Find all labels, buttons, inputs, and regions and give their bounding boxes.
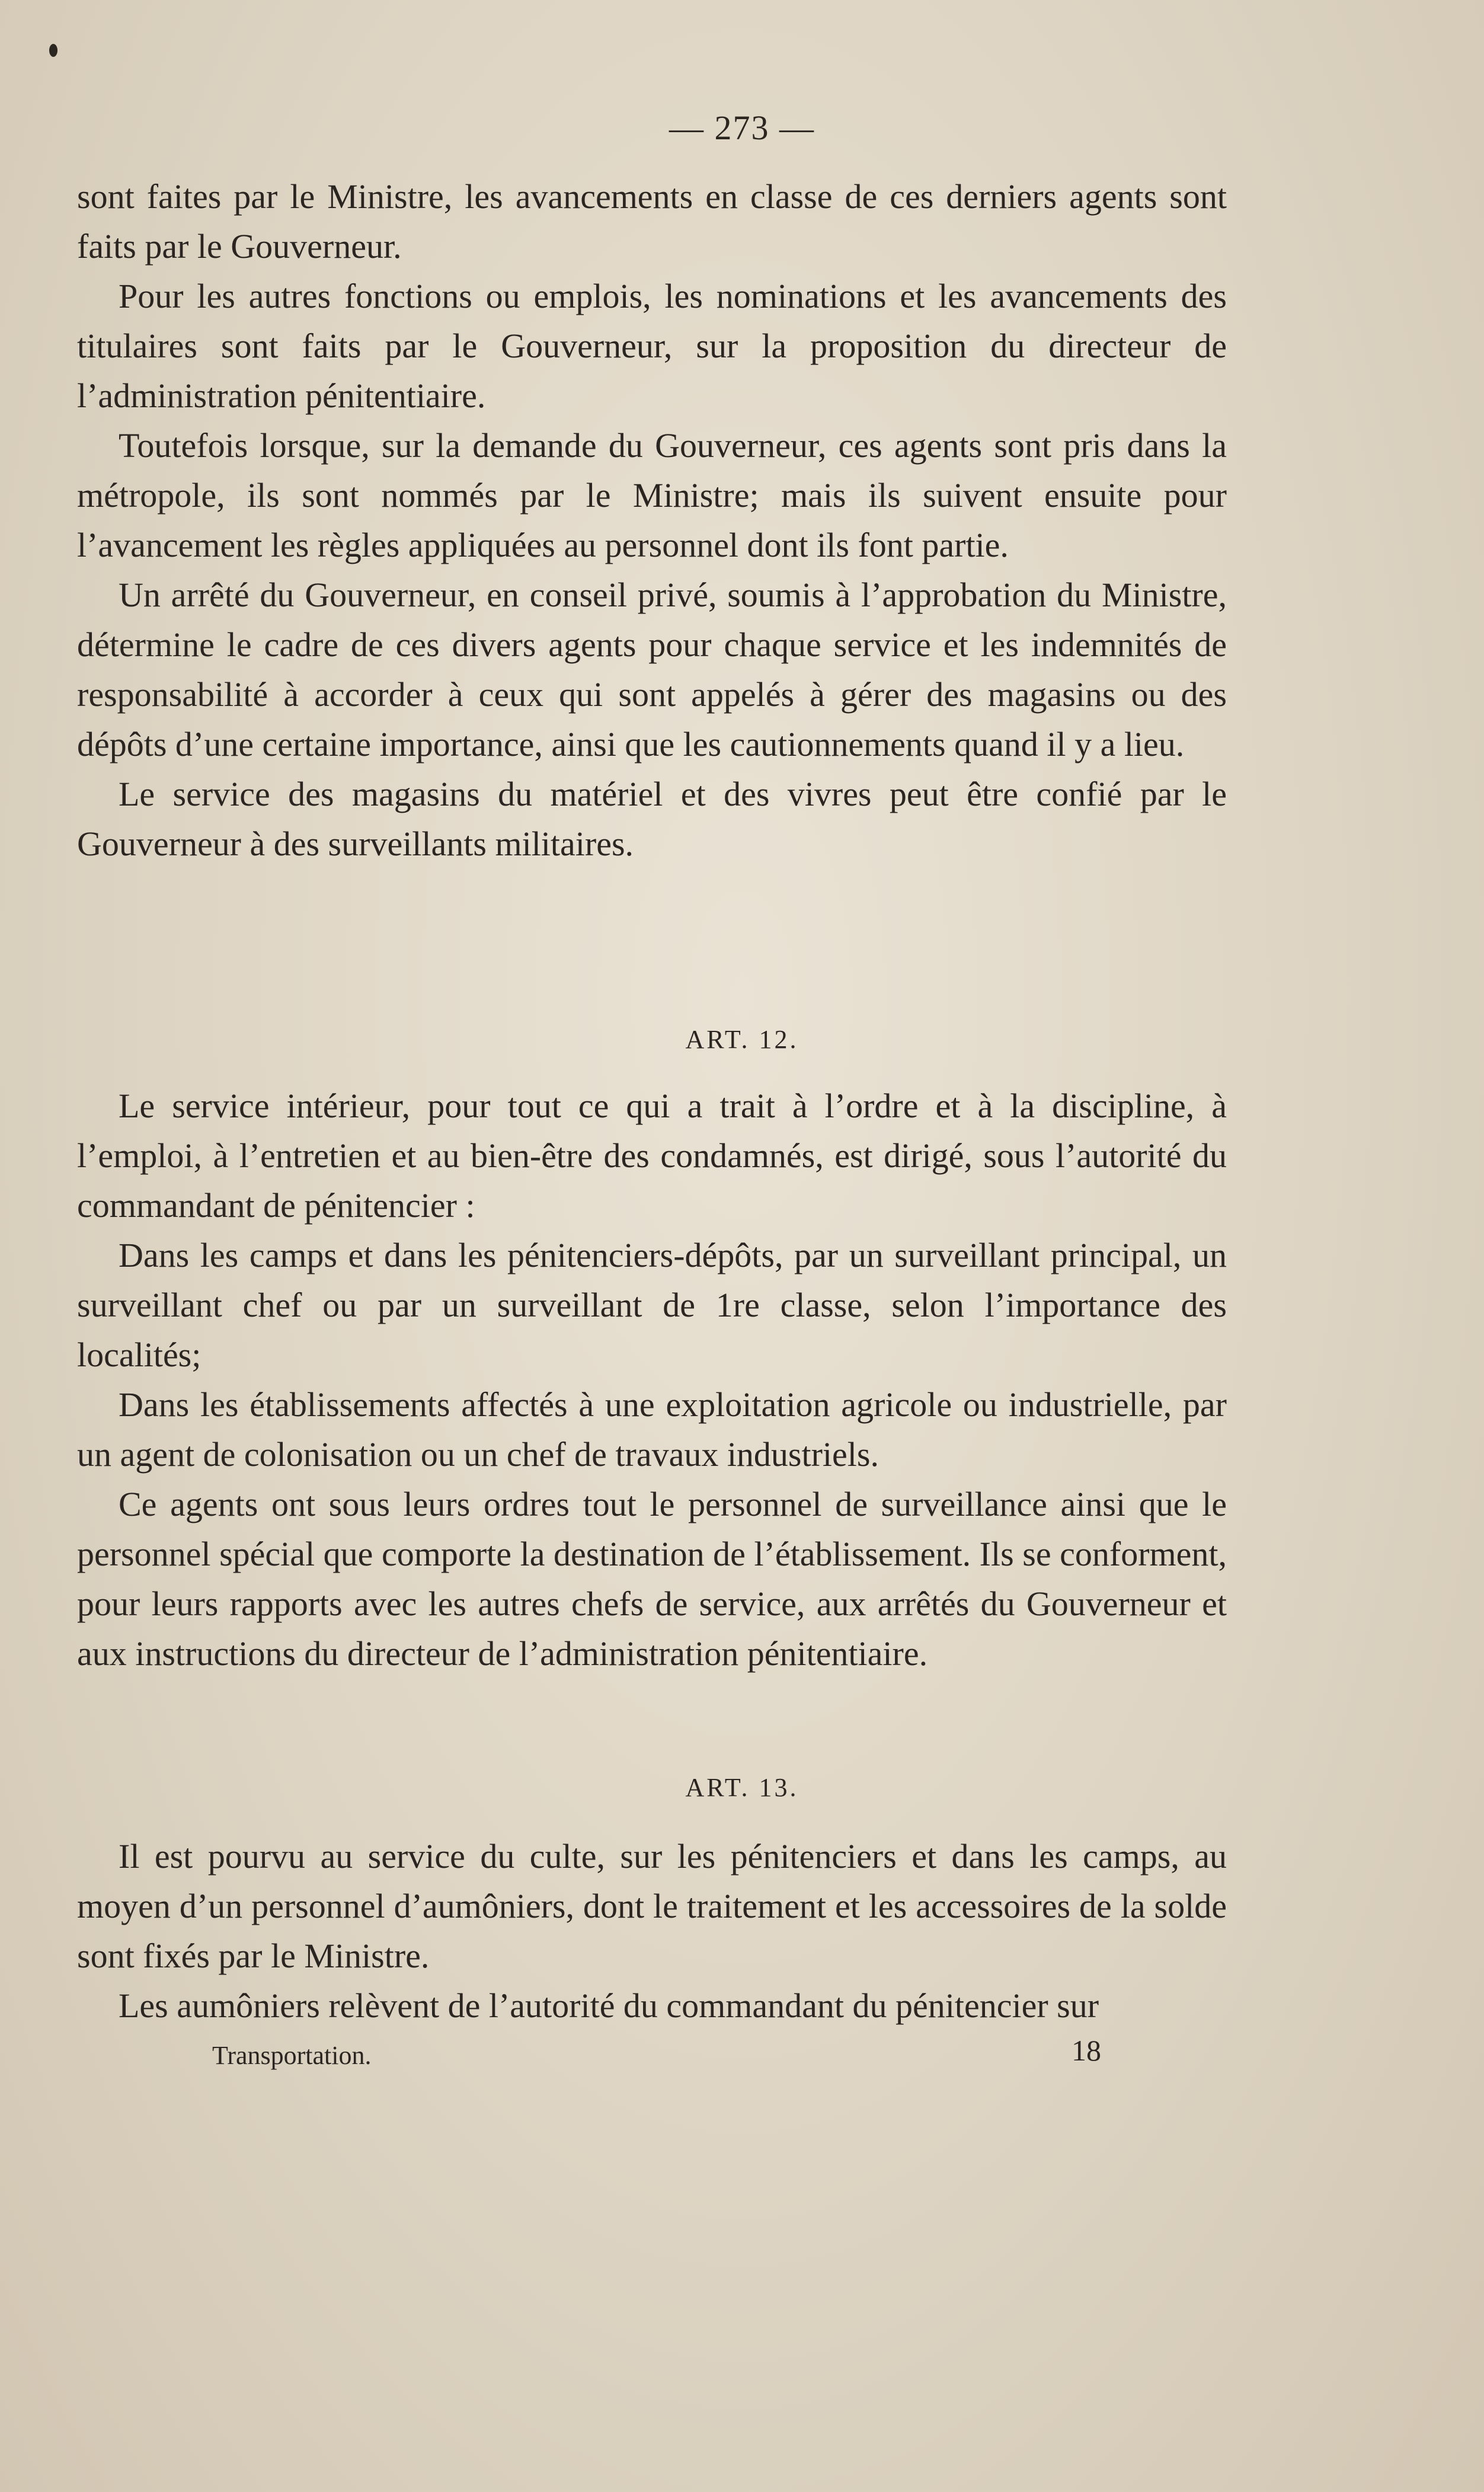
paragraph: Le service des magasins du matériel et des vivres peut être confié par le Gouverneur à des surveillants militaires. bbox=[77, 775, 1227, 863]
article-13-heading: ART. 13. bbox=[685, 1773, 799, 1802]
paragraph: Le service intérieur, pour tout ce qui a trait à l’ordre et à la discipline, à l’emploi, à l’entretien et au bien-être des condamnés, est dirigé, sous l’autorité du commandant de pénitencier : bbox=[77, 1087, 1227, 1225]
text-block-article-13 bbox=[77, 1832, 1227, 2031]
paragraph: Ce agents ont sous leurs ordres tout le personnel de surveillance ainsi que le personnel spécial que comporte la destination de l’établissement. Ils se conforment, pour leurs rapports avec les autres chefs de service, aux arrêtés du Gouverneur et aux instructions du directeur de l’administration pénitentiaire. bbox=[77, 1485, 1227, 1673]
paragraph: Toutefois lorsque, sur la demande du Gouverneur, ces agents sont pris dans la métropole, ils sont nommés par le Ministre; mais ils suivent ensuite pour l’avancement les règles appliquées au personnel dont ils font partie. bbox=[77, 426, 1227, 564]
paragraph: Dans les camps et dans les pénitenciers-dépôts, par un surveillant principal, un surveillant chef ou par un surveillant de 1re classe, selon l’importance des localités; bbox=[77, 1236, 1227, 1374]
signature-mark: 18 bbox=[1072, 2034, 1101, 2067]
ink-spot bbox=[49, 44, 57, 57]
paragraph: Les aumôniers relèvent de l’autorité du commandant du pénitencier sur bbox=[119, 1986, 1099, 2025]
paragraph: Dans les établissements affectés à une exploitation agricole ou industrielle, par un agent de colonisation ou un chef de travaux industriels. bbox=[77, 1385, 1227, 1474]
paragraph: Un arrêté du Gouverneur, en conseil privé, soumis à l’approbation du Ministre, détermine le cadre de ces divers agents pour chaque service et les indemnités de responsabilité à accorder à ceux qui sont appelés à gérer des magasins ou des dépôts d’une certaine importance, ainsi que les cautionnements quand il y a lieu. bbox=[77, 576, 1227, 763]
paragraph: sont faites par le Ministre, les avancements en classe de ces derniers agents sont faits par le Gouverneur. bbox=[77, 177, 1227, 266]
page-number: — 273 — bbox=[669, 108, 815, 147]
text-block-article-12 bbox=[77, 1081, 1227, 1679]
text-block-opening bbox=[77, 172, 1227, 869]
paragraph: Pour les autres fonctions ou emplois, les nominations et les avancements des titulaires sont faits par le Gouverneur, sur la proposition du directeur de l’administration pénitentiaire. bbox=[77, 277, 1227, 415]
footer-signature: Transportation. bbox=[212, 2041, 372, 2070]
article-12-heading: ART. 12. bbox=[685, 1025, 799, 1054]
paragraph: Il est pourvu au service du culte, sur les pénitenciers et dans les camps, au moyen d’un personnel d’aumôniers, dont le traitement et les accessoires de la solde sont fixés par le Ministre. bbox=[77, 1837, 1227, 1975]
